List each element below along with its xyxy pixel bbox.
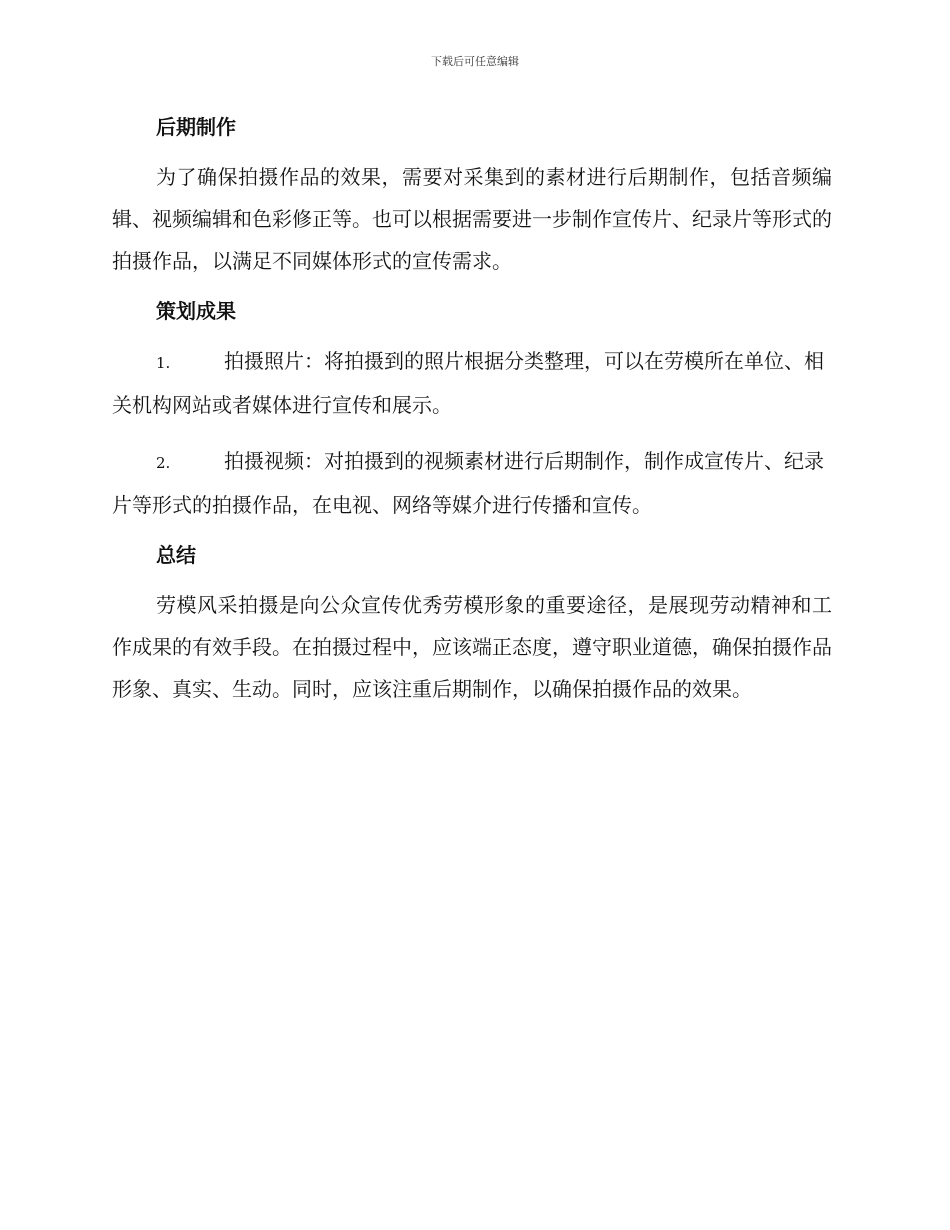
list-item-photos [112,340,832,426]
list-item-text: 拍摄视频：对拍摄到的视频素材进行后期制作，制作成宣传片、纪录片等形式的拍摄作品，在电视、网络等媒介进行传播和宣传。 [112,449,824,517]
section-paragraph-post-production: 为了确保拍摄作品的效果，需要对采集到的素材进行后期制作，包括音频编辑、视频编辑和色彩修正等。也可以根据需要进一步制作宣传片、纪录片等形式的拍摄作品，以满足不同媒体形式的宣传需求。 [112,165,832,273]
section-heading-post-production: 后期制作 [156,115,236,139]
page-header: 下载后可任意编辑 [431,55,519,68]
section-heading-summary: 总结 [156,543,196,567]
document-body [112,108,832,710]
list-item-videos [112,440,832,526]
list-item-text: 拍摄照片：将拍摄到的照片根据分类整理，可以在劳模所在单位、相关机构网站或者媒体进行宣传和展示。 [112,349,824,417]
list-number: 1. [156,354,171,372]
section-heading-results: 策划成果 [156,299,236,323]
section-paragraph-summary: 劳模风采拍摄是向公众宣传优秀劳模形象的重要途径，是展现劳动精神和工作成果的有效手段。在拍摄过程中，应该端正态度，遵守职业道德，确保拍摄作品形象、真实、生动。同时，应该注重后期制作，以确保拍摄作品的效果。 [112,593,832,701]
list-number: 2. [156,454,171,472]
